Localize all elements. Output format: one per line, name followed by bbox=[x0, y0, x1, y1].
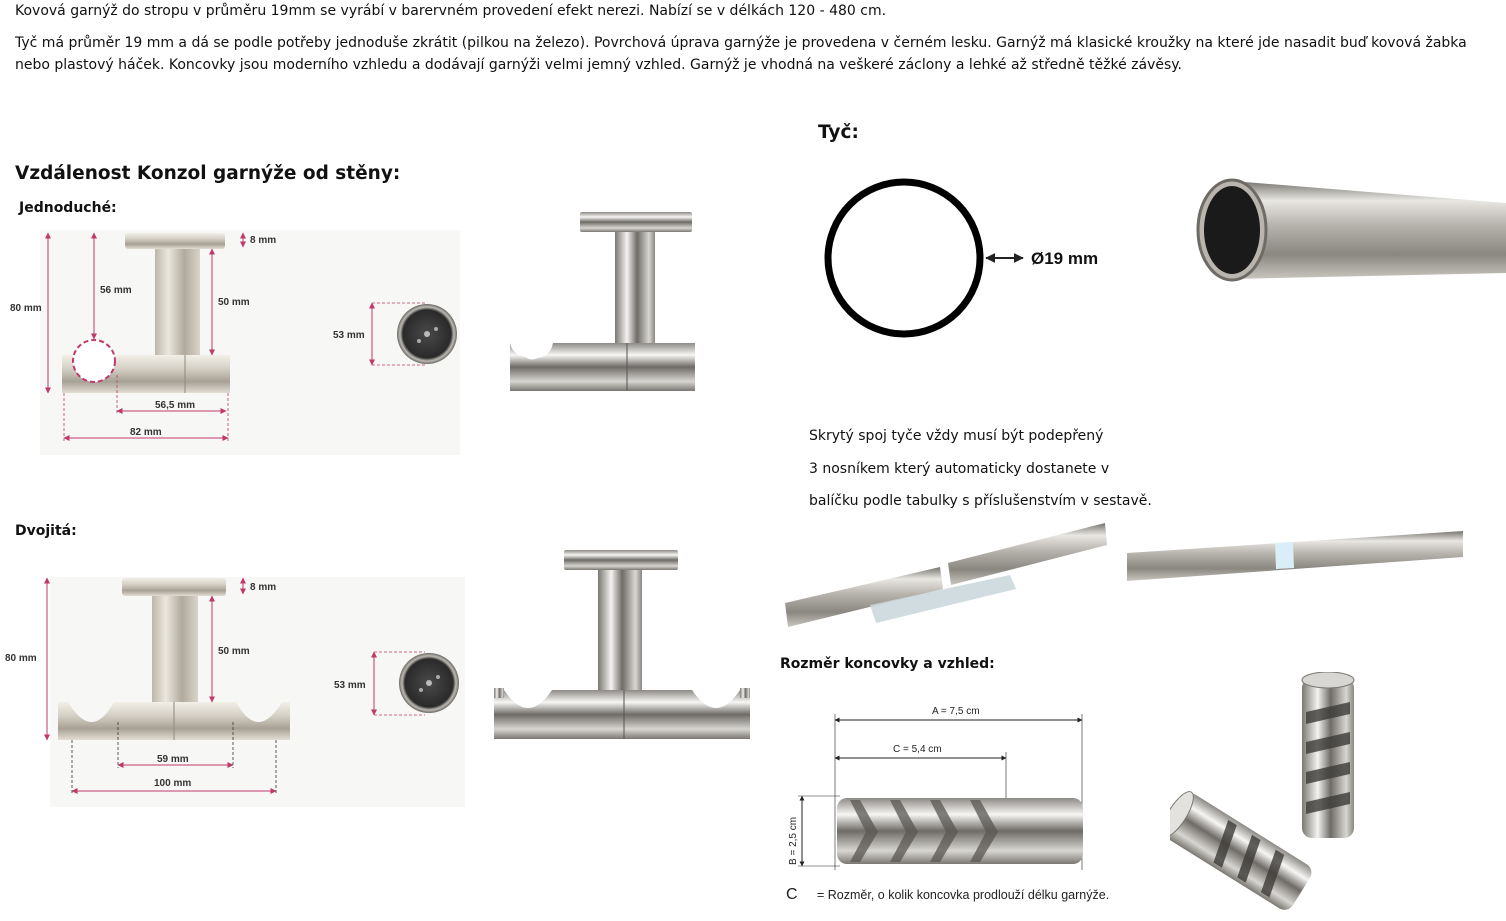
bracket-stem bbox=[152, 596, 198, 702]
intro-line-2: Tyč má průměr 19 mm a dá se podle potřeby jednoduše zkrátit (pilkou na železo). Povrchová úprava garnýže je provedena v černém lesku. Garnýž má klasické kroužky na které jde nasadit buď kovová žabka bbox=[15, 35, 1467, 51]
rod-joint-photo-closed bbox=[1125, 525, 1467, 590]
intro-line-1: Kovová garnýž do stropu v průměru 19mm se vyrábí v barervném provedení efekt nerezi. Nabízí se v délkách 120 - 480 cm. bbox=[15, 3, 887, 19]
double-bracket-photo bbox=[492, 548, 754, 743]
dim-inner-width: 56,5 mm bbox=[155, 400, 196, 411]
finial-photos bbox=[1170, 672, 1370, 912]
joint-note-line-1: Skrytý spoj tyče vždy musí být podepřený bbox=[809, 428, 1104, 444]
rod-diameter-label: Ø19 mm bbox=[1031, 249, 1099, 268]
dim-a: A = 7,5 cm bbox=[932, 706, 980, 717]
dim-inner-width: 59 mm bbox=[157, 754, 189, 765]
dim-plate: 8 mm bbox=[250, 235, 277, 246]
single-bracket-label: Jednoduché: bbox=[19, 200, 117, 216]
joint-note-line-2: 3 nosníkem který automaticky dostanete v bbox=[809, 460, 1110, 477]
single-bracket-diagram bbox=[0, 225, 470, 460]
joint-note-line-3: balíčku podle tabulky s příslušenstvím v sestavě. bbox=[809, 493, 1152, 509]
rod-cross-section bbox=[815, 170, 1135, 345]
rod-photo bbox=[1192, 175, 1506, 287]
dim-plate-diameter: 53 mm bbox=[333, 330, 365, 341]
dim-total-height: 80 mm bbox=[5, 653, 37, 664]
rod-diameter-circle bbox=[828, 182, 980, 334]
rod-heading: Tyč: bbox=[818, 122, 859, 143]
brackets-heading: Vzdálenost Konzol garnýže od stěny: bbox=[15, 163, 401, 184]
joint-note bbox=[809, 420, 1169, 518]
dim-outer-width: 100 mm bbox=[154, 778, 192, 789]
rod-joint-photo-open bbox=[780, 515, 1115, 635]
bracket-stem bbox=[155, 249, 200, 355]
ceiling-plate bbox=[125, 233, 225, 249]
dim-plate: 8 mm bbox=[250, 582, 277, 593]
rod-position-circle bbox=[73, 340, 115, 382]
dim-outer-width: 82 mm bbox=[130, 427, 162, 438]
intro-line-3: nebo plastový háček. Koncovky jsou moderního vzhledu a dodávají garnýži velmi jemný vzhled. Garnýž je vhodná na veškeré záclony a lehké až středně těžké závěsy. bbox=[15, 57, 1183, 73]
dim-c: C = 5,4 cm bbox=[893, 744, 942, 755]
finial-caption: = Rozměr, o kolik koncovka prodlouží délku garnýže. bbox=[817, 888, 1110, 902]
double-bracket-label: Dvojitá: bbox=[15, 523, 77, 539]
ceiling-plate bbox=[122, 578, 226, 596]
finial-heading: Rozměr koncovky a vzhled: bbox=[780, 656, 995, 672]
single-bracket-photo bbox=[505, 208, 700, 393]
dim-center-height: 56 mm bbox=[100, 285, 132, 296]
finial-dimension-diagram bbox=[780, 700, 1130, 915]
dim-stem: 50 mm bbox=[218, 297, 250, 308]
dim-total-height: 80 mm bbox=[10, 303, 42, 314]
dim-stem: 50 mm bbox=[218, 646, 250, 657]
dim-plate-diameter: 53 mm bbox=[334, 680, 366, 691]
dim-b: B = 2,5 cm bbox=[788, 816, 799, 865]
double-bracket-diagram bbox=[0, 572, 470, 807]
finial-caption-letter: C bbox=[786, 886, 798, 903]
